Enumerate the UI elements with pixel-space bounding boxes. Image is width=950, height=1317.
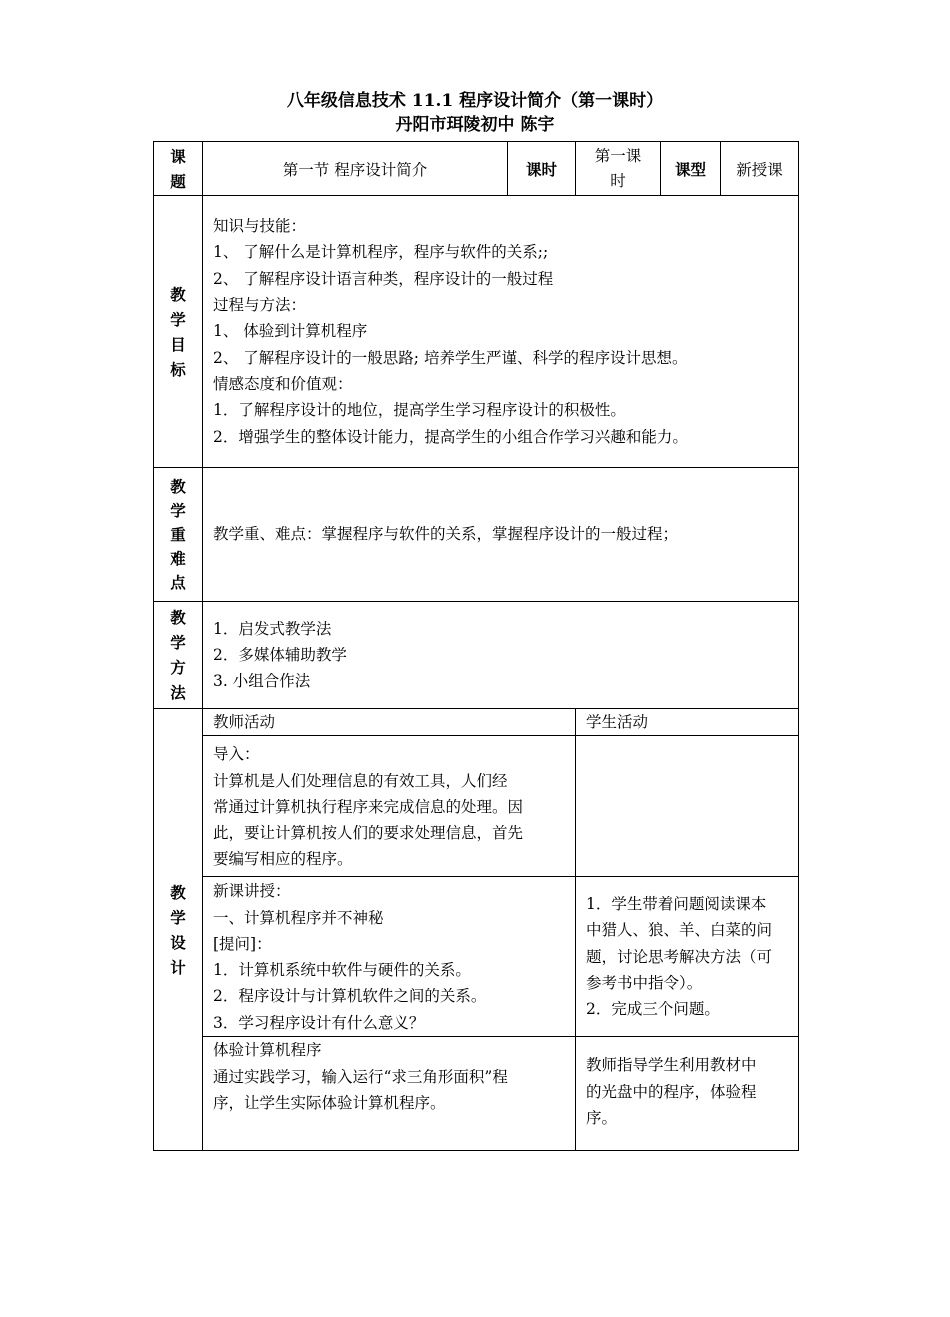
lesson-plan-table bbox=[153, 141, 799, 1151]
key-points-label: 教 学 重 难 点 bbox=[154, 468, 203, 602]
student-activity-header: 学生活动 bbox=[576, 709, 799, 736]
experience-student: 教师指导学生利用教材中 的光盘中的程序，体验程 序。 bbox=[576, 1037, 799, 1151]
design-header-row bbox=[154, 709, 799, 736]
lecture-row bbox=[154, 877, 799, 1037]
key-points-content: 教学重、难点：掌握程序与软件的关系，掌握程序设计的一般过程； bbox=[203, 468, 799, 602]
document-subtitle: 丹阳市珥陵初中 陈宇 bbox=[395, 115, 555, 135]
goals-row bbox=[154, 196, 799, 468]
type-value: 新授课 bbox=[721, 142, 799, 196]
design-label: 教 学 设 计 bbox=[154, 709, 203, 1151]
hours-label: 课时 bbox=[508, 142, 576, 196]
intro-teacher: 导入： 计算机是人们处理信息的有效工具，人们经 常通过计算机执行程序来完成信息的处理。因 此，要让计算机按人们的要求处理信息，首先 要编写相应的程序。 bbox=[203, 736, 576, 877]
method-label: 教 学 方 法 bbox=[154, 602, 203, 709]
document-title: 八年级信息技术 11.1 程序设计简介（第一课时） bbox=[286, 91, 664, 111]
method-row bbox=[154, 602, 799, 709]
intro-student bbox=[576, 736, 799, 877]
type-label: 课型 bbox=[661, 142, 721, 196]
teacher-activity-header: 教师活动 bbox=[203, 709, 576, 736]
goals-label: 教 学 目 标 bbox=[154, 196, 203, 468]
method-content: 1．启发式教学法 2．多媒体辅助教学 3. 小组合作法 bbox=[203, 602, 799, 709]
topic-row bbox=[154, 142, 799, 196]
lecture-teacher: 新课讲授： 一、计算机程序并不神秘 [提问]： 1．计算机系统中软件与硬件的关系。 2．程序设计与计算机软件之间的关系。 3．学习程序设计有什么意义？ bbox=[203, 877, 576, 1037]
lecture-student: 1．学生带着问题阅读课本 中猎人、狼、羊、白菜的问 题，讨论思考解决方法（可 参考书中指令）。 2．完成三个问题。 bbox=[576, 877, 799, 1037]
key-points-row bbox=[154, 468, 799, 602]
intro-row bbox=[154, 736, 799, 877]
experience-teacher: 体验计算机程序 通过实践学习，输入运行“求三角形面积”程 序，让学生实际体验计算机程序。 bbox=[203, 1037, 576, 1151]
topic-label: 课 题 bbox=[154, 142, 203, 196]
topic-value: 第一节 程序设计简介 bbox=[203, 142, 508, 196]
experience-row bbox=[154, 1037, 799, 1151]
hours-value: 第一课 时 bbox=[576, 142, 661, 196]
goals-content: 知识与技能： 1、 了解什么是计算机程序，程序与软件的关系;; 2、 了解程序设计语言种类，程序设计的一般过程 过程与方法： 1、 体验到计算机程序 2、 了解程序设计的一般思路; 培养学生严谨、科学的程序设计思想。 情感态度和价值观： 1．了解程序设计的地位，提高学生学习程序设计的积极性。 2．增强学生的整体设计能力，提高学生的小组合作学习兴趣和能力。 bbox=[203, 196, 799, 468]
